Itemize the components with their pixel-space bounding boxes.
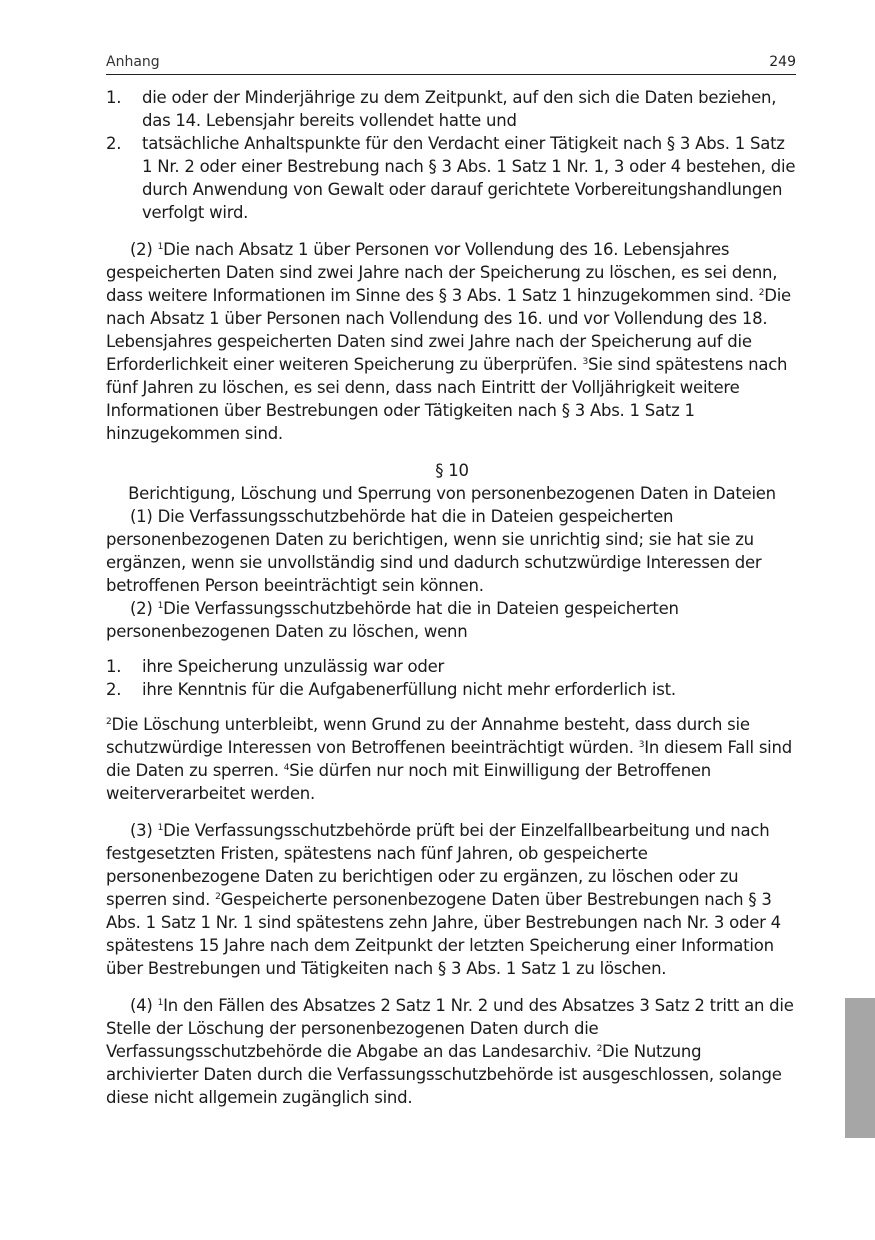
list-item xyxy=(106,655,798,678)
sentence: Gespeicherte personenbezogene Daten über Bestrebungen nach § 3 Abs. 1 Satz 1 Nr. 1 sind spätestens zehn Jahre, über Bestrebungen nach Nr. 3 oder 4 spätestens 15 Jahre nach dem Zeitpunkt der letzten Speicherung einer Information über Bestrebungen und Tätigkeiten nach § 3 Abs. 1 Satz 1 zu löschen. xyxy=(106,890,781,978)
list-item xyxy=(106,86,798,132)
sentence-number: 1 xyxy=(157,823,164,833)
paragraph-label: (2) xyxy=(130,599,153,618)
sentence: Die Verfassungsschutzbehörde hat die in Dateien gespeicherten personenbezogenen Daten zu löschen, wenn xyxy=(106,599,679,641)
paragraph-10-4 xyxy=(106,994,798,1109)
list-text: ihre Speicherung unzulässig war oder xyxy=(142,657,445,676)
numbered-list-deletion xyxy=(106,655,798,701)
section-number: § 10 xyxy=(435,461,469,480)
paragraph-10-1 xyxy=(106,505,798,597)
sentence-number: 2 xyxy=(215,892,221,902)
sentence: Die Löschung unterbleibt, wenn Grund zu der Annahme besteht, dass durch sie schutzwürdige Interessen von Betroffenen beeinträchtigt würden. xyxy=(106,715,750,757)
sentence-number: 1 xyxy=(157,242,164,252)
paragraph-label: (2) xyxy=(130,240,153,259)
list-text: die oder der Minderjährige zu dem Zeitpunkt, auf den sich die Daten beziehen, das 14. Lebensjahr bereits vollendet hatte und xyxy=(142,88,777,130)
thumb-index-tab xyxy=(845,998,875,1138)
page-number: 249 xyxy=(769,54,796,70)
sentence: Die Nutzung archivierter Daten durch die Verfassungsschutzbehörde ist ausgeschlossen, solange diese nicht allgemein zugänglich sind. xyxy=(106,1042,782,1107)
list-number: 1. xyxy=(106,657,122,676)
paragraph-10-3 xyxy=(106,819,798,980)
paragraph-10-2-continued xyxy=(106,713,798,805)
sentence-number: 4 xyxy=(283,763,290,773)
page-header xyxy=(106,52,796,75)
sentence-number: 2 xyxy=(596,1044,603,1054)
sentence-number: 2 xyxy=(758,288,765,298)
numbered-list-conditions xyxy=(106,86,798,224)
paragraph-label: (1) xyxy=(130,507,153,526)
sentence-number: 1 xyxy=(157,601,164,611)
list-item xyxy=(106,678,798,701)
sentence-number: 2 xyxy=(106,717,112,727)
list-number: 1. xyxy=(106,88,122,107)
running-head: Anhang xyxy=(106,54,160,70)
page-body xyxy=(106,86,798,1109)
section-title: Berichtigung, Löschung und Sperrung von personenbezogenen Daten in Dateien xyxy=(128,484,776,503)
list-text: tatsächliche Anhaltspunkte für den Verdacht einer Tätigkeit nach § 3 Abs. 1 Satz 1 Nr. 2 oder einer Bestrebung nach § 3 Abs. 1 Satz 1 Nr. 1, 3 oder 4 bestehen, die durch Anwendung von Gewalt oder darauf gerichtete Vorbereitungshandlungen verfolgt wird. xyxy=(142,134,796,222)
sentence: In den Fällen des Absatzes 2 Satz 1 Nr. 2 und des Absatzes 3 Satz 2 tritt an die Stelle der Löschung der personenbezogenen Daten durch die Verfassungsschutzbehörde die Abgabe an das Landesarchiv. xyxy=(106,996,794,1061)
paragraph-label: (3) xyxy=(130,821,153,840)
paragraph-text: Die Verfassungsschutzbehörde hat die in Dateien gespeicherten personenbezogenen Daten zu berichtigen, wenn sie unrichtig sind; sie hat sie zu ergänzen, wenn sie unvollständig sind und dadurch schutzwürdige Interessen der betroffenen Person beeinträchtigt sein können. xyxy=(106,507,762,595)
sentence-number: 3 xyxy=(638,740,645,750)
paragraph-10-2 xyxy=(106,597,798,643)
sentence: Die nach Absatz 1 über Personen nach Vollendung des 16. und vor Vollendung des 18. Lebensjahres gespeicherten Daten sind zwei Jahre nach der Speicherung auf die Erforderlichkeit einer weiteren Speicherung zu überprüfen. xyxy=(106,286,791,374)
sentence: Die nach Absatz 1 über Personen vor Vollendung des 16. Lebensjahres gespeicherten Daten sind zwei Jahre nach der Speicherung zu löschen, es sei denn, dass weitere Informationen im Sinne des § 3 Abs. 1 Satz 1 hinzugekommen sind. xyxy=(106,240,778,305)
sentence-number: 3 xyxy=(582,357,589,367)
sentence-number: 1 xyxy=(157,998,164,1008)
list-number: 2. xyxy=(106,680,122,699)
sentence: Sie sind spätestens nach fünf Jahren zu löschen, es sei denn, dass nach Eintritt der Volljährigkeit weitere Informationen über Bestrebungen oder Tätigkeiten nach § 3 Abs. 1 Satz 1 hinzugekommen sind. xyxy=(106,355,788,443)
paragraph-9-2 xyxy=(106,238,798,445)
list-item xyxy=(106,132,798,224)
list-number: 2. xyxy=(106,134,122,153)
sentence: In diesem Fall sind die Daten zu sperren. xyxy=(106,738,792,780)
list-text: ihre Kenntnis für die Aufgabenerfüllung nicht mehr erforderlich ist. xyxy=(142,680,676,699)
sentence: Sie dürfen nur noch mit Einwilligung der Betroffenen weiterverarbeitet werden. xyxy=(106,761,712,803)
paragraph-label: (4) xyxy=(130,996,153,1015)
sentence: Die Verfassungsschutzbehörde prüft bei der Einzelfallbearbeitung und nach festgesetzten Fristen, spätestens nach fünf Jahren, ob gespeicherte personenbezogene Daten zu berichtigen oder zu ergänzen, zu löschen oder zu sperren sind. xyxy=(106,821,770,909)
